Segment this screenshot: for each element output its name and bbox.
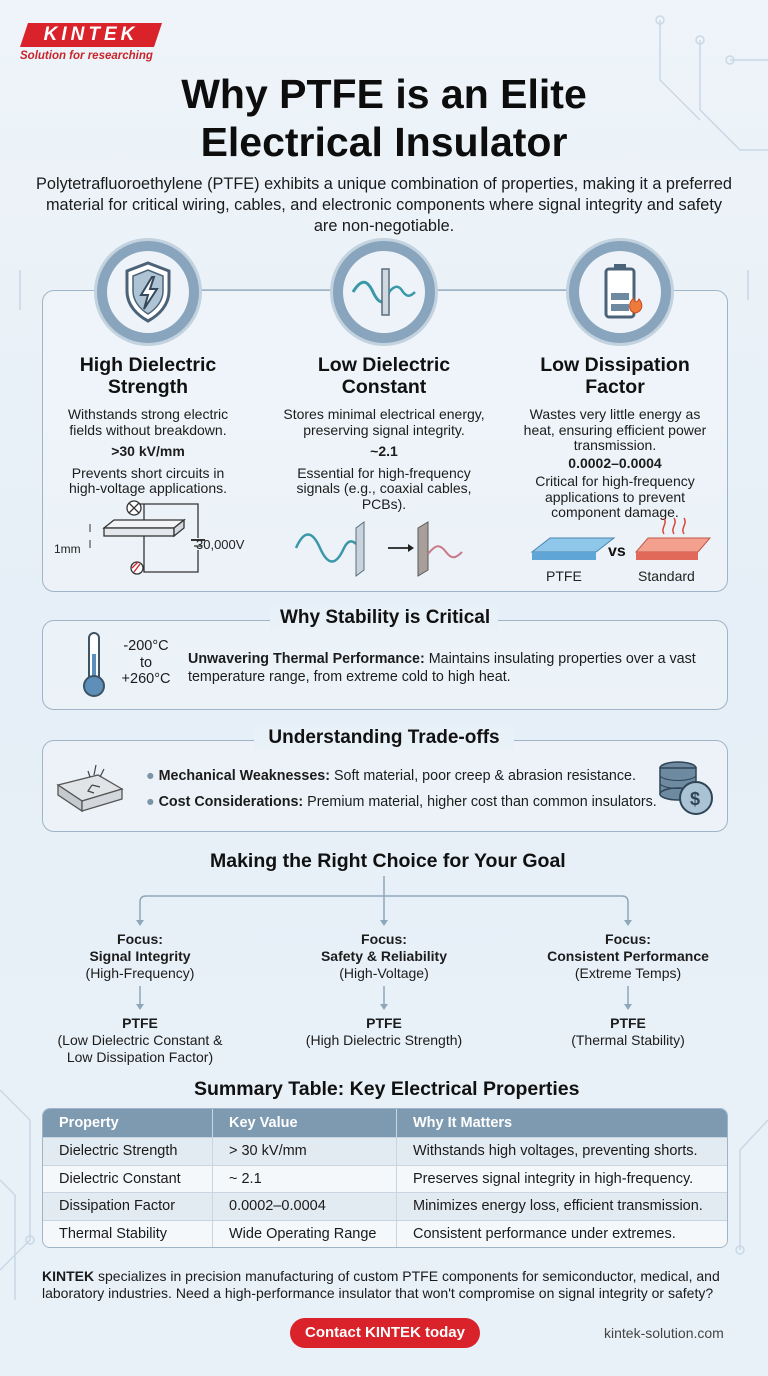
property-high-dielectric-strength: High Dielectric Strength Withstands strong electric fields without breakdown. >30 kV/mm Prevents short circuits in high-voltage applications. — [50, 354, 246, 497]
property-icon-ring-1 — [94, 238, 202, 346]
property-icon-ring-3 — [566, 238, 674, 346]
logo-tagline: Solution for researching — [20, 50, 153, 62]
dielectric-strength-diagram — [48, 500, 258, 580]
choice-title: Making the Right Choice for Your Goal — [210, 850, 566, 872]
page-title: Why PTFE is an Elite Electrical Insulator — [181, 71, 587, 165]
table-row: Thermal Stability Wide Operating Range Consistent performance under extremes. — [43, 1220, 727, 1248]
ptfe-vs-standard-diagram — [526, 516, 716, 586]
property-title: Low Dielectric Constant — [317, 354, 451, 398]
property-low-dissipation-factor: Low Dissipation Factor Wastes very little energy as heat, ensuring efficient power transmission. 0.0002–0.0004 Critical for high-frequency applications to prevent component damage. — [510, 354, 720, 521]
coins-icon — [656, 760, 716, 816]
choice-focus-safety: Focus: Safety & Reliability (High-Voltage) — [320, 931, 448, 981]
svg-text:Standard: Standard — [638, 568, 695, 584]
property-title: Low Dissipation Factor — [540, 354, 690, 398]
table-row: Dielectric Constant ~ 2.1 Preserves signal integrity in high-frequency. — [43, 1165, 727, 1193]
temperature-range: -200°C to +260°C — [121, 638, 171, 687]
svg-text:vs: vs — [608, 543, 626, 560]
property-low-dielectric-constant: Low Dielectric Constant Stores minimal electrical energy, preserving signal integrity. ~2.1 Essential for high-frequency signals (e.g., coaxial cables, PCBs). — [270, 354, 498, 512]
choice-result-signal-integrity: PTFE (Low Dielectric Constant & Low Dissipation Factor) — [57, 1015, 223, 1065]
thermometer-icon — [80, 630, 108, 700]
signal-barrier-diagram — [290, 514, 480, 582]
svg-text:$: $ — [690, 789, 701, 809]
stability-description: Unwavering Thermal Performance: Maintains insulating properties over a vast temperature range, from extreme cold to high heat. — [188, 651, 696, 685]
shield-lightning-icon — [107, 251, 189, 333]
choice-focus-signal-integrity: Focus: Signal Integrity (High-Frequency) — [85, 931, 195, 981]
property-value: 0.0002–0.0004 — [568, 454, 662, 471]
summary-table — [42, 1108, 728, 1248]
choice-result-consistent-performance: PTFE (Thermal Stability) — [571, 1015, 685, 1048]
wave-barrier-icon — [343, 251, 425, 333]
kintek-logo[interactable] — [20, 22, 170, 62]
summary-title: Summary Table: Key Electrical Properties — [194, 1078, 580, 1100]
battery-heat-icon — [579, 251, 661, 333]
tradeoff-item-cost: ● Cost Considerations: Premium material, higher cost than common insulators. — [146, 794, 657, 810]
cracked-material-icon — [52, 755, 128, 815]
svg-text:1mm: 1mm — [54, 542, 81, 556]
property-value: ~2.1 — [370, 443, 398, 459]
tradeoffs-title: Understanding Trade-offs — [254, 727, 514, 749]
footer-text: KINTEK specializes in precision manufacturing of custom PTFE components for semiconductor, medical, and laboratory industries. Need a high-performance insulator that won't compromise on signal integrity or safety? — [42, 1268, 720, 1301]
svg-text:PTFE: PTFE — [546, 568, 582, 584]
table-header-row: Property Key Value Why It Matters — [43, 1109, 727, 1137]
stability-title: Why Stability is Critical — [270, 607, 498, 629]
property-icon-ring-2 — [330, 238, 438, 346]
tradeoff-item-mechanical: ● Mechanical Weaknesses: Soft material, poor creep & abrasion resistance. — [146, 768, 636, 784]
website-link[interactable]: kintek-solution.com — [604, 1325, 724, 1341]
property-title: High Dielectric Strength — [79, 354, 217, 398]
table-row: Dissipation Factor 0.0002–0.0004 Minimizes energy loss, efficient transmission. — [43, 1192, 727, 1220]
choice-focus-consistent-performance: Focus: Consistent Performance (Extreme Temps) — [547, 931, 709, 981]
svg-text:30,000V: 30,000V — [196, 537, 245, 552]
table-row: Dielectric Strength > 30 kV/mm Withstands high voltages, preventing shorts. — [43, 1137, 727, 1165]
intro-paragraph: Polytetrafluoroethylene (PTFE) exhibits a unique combination of properties, making it a preferred material for critical wiring, cables, and electronic components where signal integrity and safety are non-negotiable. — [36, 175, 732, 235]
tradeoffs-panel — [42, 740, 728, 832]
logo-brand: KINTEK — [43, 24, 139, 45]
contact-button[interactable]: Contact KINTEK today — [290, 1318, 480, 1348]
choice-result-safety: PTFE (High Dielectric Strength) — [305, 1015, 463, 1048]
property-value: >30 kV/mm — [111, 443, 185, 459]
